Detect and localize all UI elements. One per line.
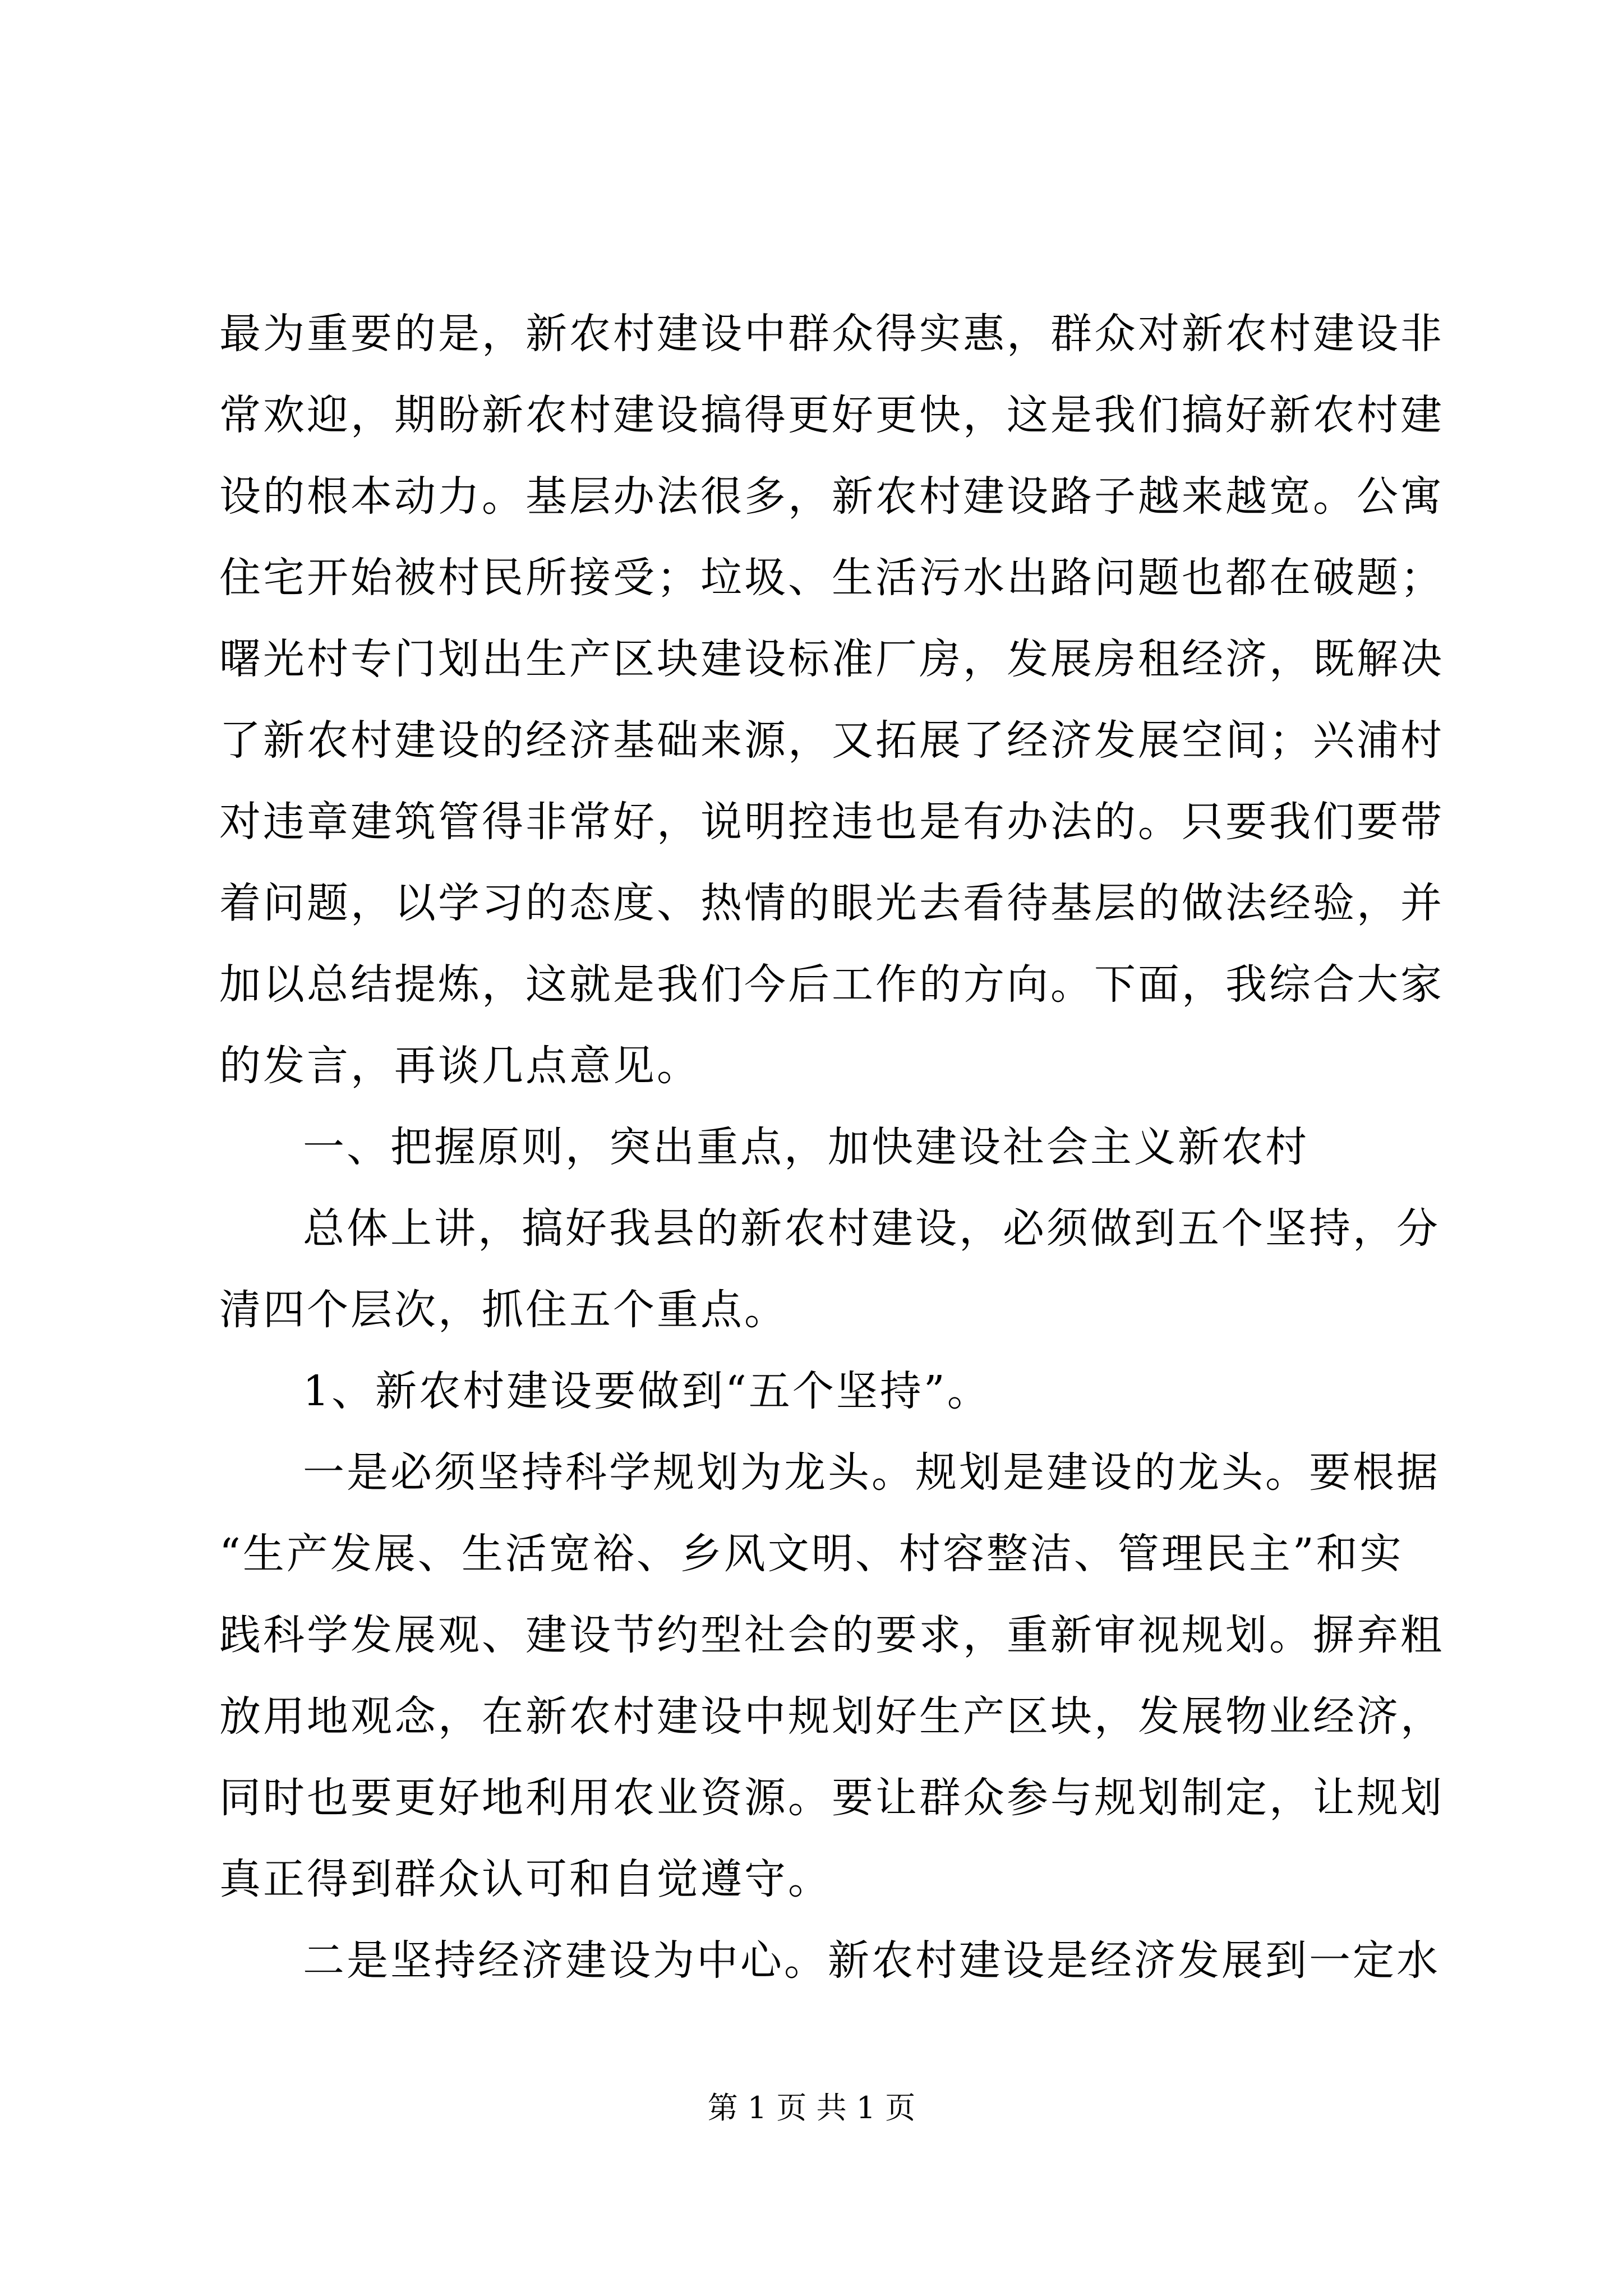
section-heading: 一、把握原则，突出重点，加快建设社会主义新农村 xyxy=(303,1123,1309,1171)
body-line: 一是必须坚持科学规划为龙头。规划是建设的龙头。要根据 xyxy=(303,1448,1440,1497)
body-line: 清四个层次，抓住五个重点。 xyxy=(219,1286,788,1334)
page-footer: 第 1 页 共 1 页 xyxy=(707,2090,916,2125)
body-line: 的发言，再谈几点意见。 xyxy=(219,1042,700,1090)
body-line: 总体上讲，搞好我县的新农村建设，必须做到五个坚持，分 xyxy=(303,1204,1440,1253)
body-line: 了新农村建设的经济基础来源，又拓展了经济发展空间；兴浦村 xyxy=(219,716,1444,765)
body-line: 设的根本动力。基层办法很多，新农村建设路子越来越宽。公寓 xyxy=(219,472,1444,521)
body-line: 放用地观念，在新农村建设中规划好生产区块，发展物业经济， xyxy=(219,1692,1444,1741)
body-line: 最为重要的是，新农村建设中群众得实惠，群众对新农村建设非 xyxy=(219,310,1444,358)
body-line: 住宅开始被村民所接受；垃圾、生活污水出路问题也都在破题； xyxy=(219,554,1444,602)
body-line: 常欢迎，期盼新农村建设搞得更好更快，这是我们搞好新农村建 xyxy=(219,391,1444,439)
body-line: 对违章建筑管得非常好，说明控违也是有办法的。只要我们要带 xyxy=(219,798,1444,846)
body-line: 同时也要更好地利用农业资源。要让群众参与规划制定，让规划 xyxy=(219,1774,1444,1822)
subsection-heading: 1、新农村建设要做到“五个坚持”。 xyxy=(303,1367,991,1415)
body-line: 践科学发展观、建设节约型社会的要求，重新审视规划。摒弃粗 xyxy=(219,1611,1444,1659)
body-line: 二是坚持经济建设为中心。新农村建设是经济发展到一定水 xyxy=(303,1936,1440,1985)
body-line: 真正得到群众认可和自觉遵守。 xyxy=(219,1855,832,1903)
body-line: “生产发展、生活宽裕、乡风文明、村容整洁、管理民主”和实 xyxy=(219,1530,1404,1578)
body-line: 曙光村专门划出生产区块建设标准厂房，发展房租经济，既解决 xyxy=(219,635,1444,683)
body-line: 加以总结提炼，这就是我们今后工作的方向。下面，我综合大家 xyxy=(219,960,1444,1009)
body-line: 着问题，以学习的态度、热情的眼光去看待基层的做法经验，并 xyxy=(219,879,1444,927)
